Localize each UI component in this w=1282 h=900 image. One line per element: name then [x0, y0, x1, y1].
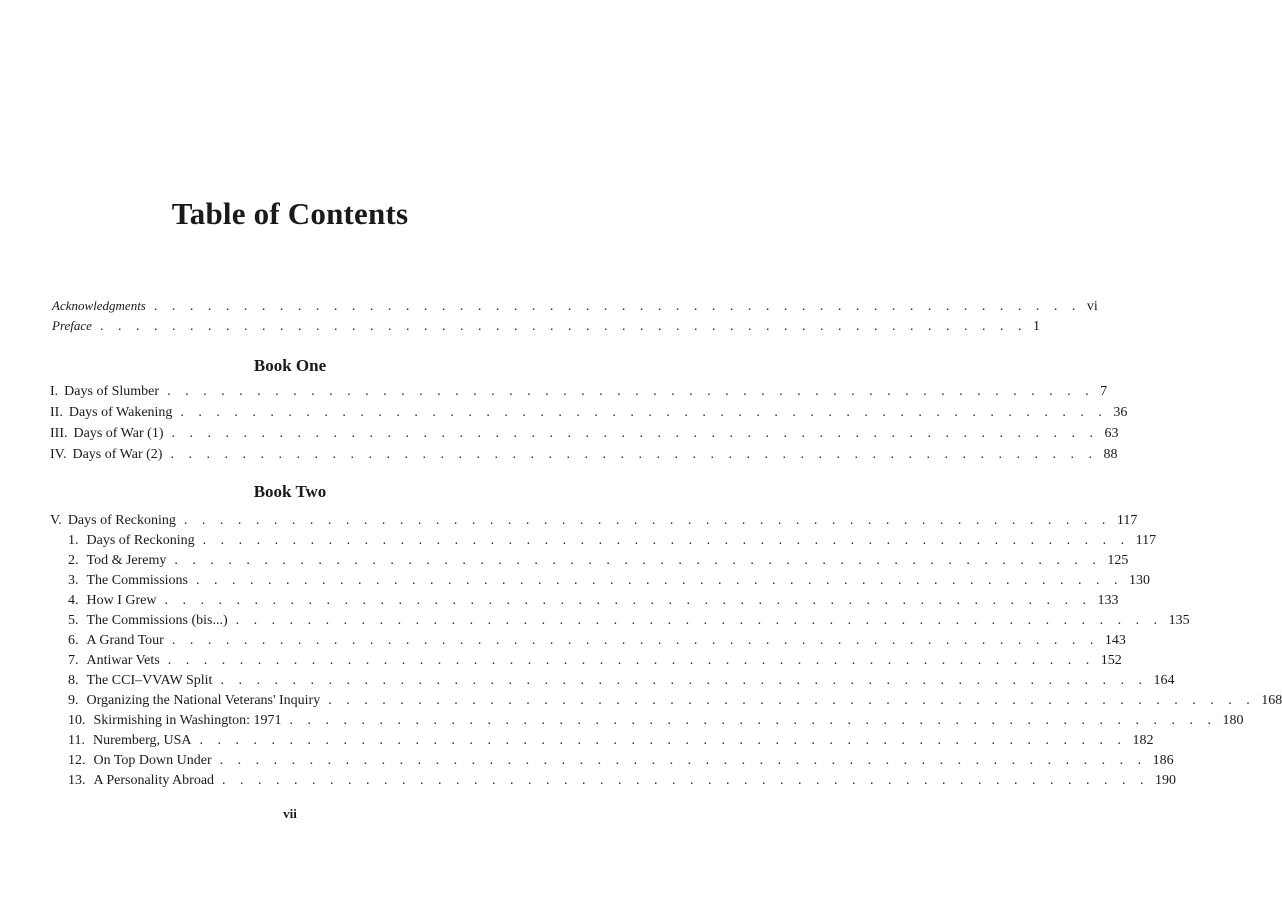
dot-leader: . . . . . . . . . . . . . . . . . . . . . . . . . . . . . . . . . . . . . . . . . . . . . . . . . . . . — [235, 613, 1163, 628]
dot-leader: . . . . . . . . . . . . . . . . . . . . . . . . . . . . . . . . . . . . . . . . . . . . . . . . . . . . — [171, 633, 1099, 648]
entry-page: 190 — [1155, 773, 1177, 788]
dot-leader: . . . . . . . . . . . . . . . . . . . . . . . . . . . . . . . . . . . . . . . . . . . . . . . . . . . . — [174, 553, 1102, 568]
dot-leader: . . . . . . . . . . . . . . . . . . . . . . . . . . . . . . . . . . . . . . . . . . . . . . . . . . . . — [219, 753, 1147, 768]
page-title: Table of Contents — [171, 196, 409, 231]
toc-entry-preface — [52, 317, 1040, 336]
entry-label: Days of Slumber — [64, 384, 160, 399]
entry-label: Skirmishing in Washington: 1971 — [93, 713, 282, 728]
entry-label: The Commissions (bis...) — [86, 613, 228, 628]
entry-page: 88 — [1103, 447, 1118, 462]
toc-section-entry — [68, 712, 1244, 730]
toc-chapter-entry — [50, 425, 1119, 443]
entry-page: 130 — [1129, 573, 1151, 588]
dot-leader: . . . . . . . . . . . . . . . . . . . . . . . . . . . . . . . . . . . . . . . . . . . . . . . . . . . . — [167, 384, 1095, 399]
entry-label: Nuremberg, USA — [92, 733, 192, 748]
entry-label: How I Grew — [86, 593, 157, 608]
entry-page: 7 — [1100, 384, 1108, 399]
entry-number: 8. — [68, 673, 79, 688]
entry-page: 135 — [1168, 613, 1190, 628]
dot-leader: . . . . . . . . . . . . . . . . . . . . . . . . . . . . . . . . . . . . . . . . . . . . . . . . . . . . — [183, 513, 1111, 528]
entry-page: 1 — [1032, 319, 1040, 334]
dot-leader: . . . . . . . . . . . . . . . . . . . . . . . . . . . . . . . . . . . . . . . . . . . . . . . . . . . . — [180, 405, 1108, 420]
toc-entry-acknowledgments — [52, 297, 1098, 316]
toc-section-entry — [68, 532, 1157, 550]
entry-number: I. — [50, 384, 59, 399]
entry-number: 10. — [68, 713, 86, 728]
entry-number: 1. — [68, 533, 79, 548]
page-number: vii — [283, 806, 297, 821]
entry-label: Days of War (1) — [73, 426, 164, 441]
entry-number: 3. — [68, 573, 79, 588]
toc-section-entry — [68, 612, 1190, 630]
entry-page: 180 — [1222, 713, 1244, 728]
book-two-heading: Book Two — [253, 482, 327, 501]
toc-chapter-entry — [50, 512, 1138, 530]
entry-label: Days of Reckoning — [86, 533, 195, 548]
entry-page: 186 — [1152, 753, 1174, 768]
entry-label: Tod & Jeremy — [86, 553, 167, 568]
entry-number: 6. — [68, 633, 79, 648]
entry-label: Acknowledgments — [52, 298, 146, 313]
toc-section-entry — [68, 652, 1122, 670]
entry-number: 11. — [68, 733, 85, 748]
entry-page: vi — [1086, 299, 1098, 314]
entry-label: The Commissions — [86, 573, 189, 588]
entry-number: V. — [50, 513, 62, 528]
entry-label: On Top Down Under — [93, 753, 212, 768]
entry-label: Organizing the National Veterans' Inquiry — [86, 693, 321, 708]
toc-section-entry — [68, 592, 1119, 610]
toc-chapter-entry — [50, 446, 1118, 464]
dot-leader: . . . . . . . . . . . . . . . . . . . . . . . . . . . . . . . . . . . . . . . . . . . . . . . . . . . . — [171, 426, 1099, 441]
dot-leader: . . . . . . . . . . . . . . . . . . . . . . . . . . . . . . . . . . . . . . . . . . . . . . . . . . . . — [196, 573, 1124, 588]
toc-section-entry — [68, 692, 1282, 710]
dot-leader: . . . . . . . . . . . . . . . . . . . . . . . . . . . . . . . . . . . . . . . . . . . . . . . . . . . . — [222, 773, 1150, 788]
entry-label: Antiwar Vets — [86, 653, 160, 668]
dot-leader: . . . . . . . . . . . . . . . . . . . . . . . . . . . . . . . . . . . . . . . . . . . . . . . . . . . . — [199, 733, 1127, 748]
entry-page: 143 — [1104, 633, 1126, 648]
toc-section-entry — [68, 672, 1175, 690]
entry-page: 117 — [1116, 513, 1138, 528]
entry-number: II. — [50, 405, 63, 420]
entry-number: 13. — [68, 773, 86, 788]
entry-page: 117 — [1135, 533, 1157, 548]
dot-leader: . . . . . . . . . . . . . . . . . . . . . . . . . . . . . . . . . . . . . . . . . . . . . . . . . . . . — [328, 693, 1256, 708]
entry-page: 182 — [1132, 733, 1154, 748]
dot-leader: . . . . . . . . . . . . . . . . . . . . . . . . . . . . . . . . . . . . . . . . . . . . . . . . . . . . — [202, 533, 1130, 548]
dot-leader: . . . . . . . . . . . . . . . . . . . . . . . . . . . . . . . . . . . . . . . . . . . . . . . . . . . . — [164, 593, 1092, 608]
entry-number: 9. — [68, 693, 79, 708]
toc-section-entry — [68, 732, 1154, 750]
toc-section-entry — [68, 552, 1129, 570]
toc-section-entry — [68, 752, 1174, 770]
dot-leader: . . . . . . . . . . . . . . . . . . . . . . . . . . . . . . . . . . . . . . . . . . . . . . . . . . . . — [289, 713, 1217, 728]
entry-label: Days of Reckoning — [67, 513, 176, 528]
entry-page: 164 — [1153, 673, 1175, 688]
dot-leader: . . . . . . . . . . . . . . . . . . . . . . . . . . . . . . . . . . . . . . . . . . . . . . . . . . . . — [220, 673, 1148, 688]
entry-page: 125 — [1107, 553, 1129, 568]
entry-page: 152 — [1100, 653, 1122, 668]
book-one-heading: Book One — [253, 356, 327, 375]
entry-page: 168 — [1261, 693, 1282, 708]
entry-page: 36 — [1113, 405, 1128, 420]
entry-page: 63 — [1104, 426, 1119, 441]
toc-section-entry — [68, 572, 1151, 590]
toc-section-entry — [68, 772, 1177, 790]
entry-number: 12. — [68, 753, 86, 768]
dot-leader: . . . . . . . . . . . . . . . . . . . . . . . . . . . . . . . . . . . . . . . . . . . . . . . . . . . . — [153, 299, 1081, 314]
toc-chapter-entry — [50, 404, 1128, 422]
entry-label: Days of War (2) — [72, 447, 163, 462]
entry-number: IV. — [50, 447, 67, 462]
entry-number: 5. — [68, 613, 79, 628]
toc-chapter-entry — [50, 383, 1108, 401]
entry-label: Days of Wakening — [68, 405, 173, 420]
entry-label: Preface — [52, 318, 92, 333]
entry-number: 2. — [68, 553, 79, 568]
toc-section-entry — [68, 632, 1126, 650]
dot-leader: . . . . . . . . . . . . . . . . . . . . . . . . . . . . . . . . . . . . . . . . . . . . . . . . . . . . — [167, 653, 1095, 668]
entry-label: A Grand Tour — [86, 633, 164, 648]
entry-label: A Personality Abroad — [93, 773, 215, 788]
entry-label: The CCI–VVAW Split — [86, 673, 213, 688]
dot-leader: . . . . . . . . . . . . . . . . . . . . . . . . . . . . . . . . . . . . . . . . . . . . . . . . . . . . — [170, 447, 1098, 462]
dot-leader: . . . . . . . . . . . . . . . . . . . . . . . . . . . . . . . . . . . . . . . . . . . . . . . . . . . . — [99, 319, 1027, 334]
entry-number: III. — [50, 426, 68, 441]
entry-number: 4. — [68, 593, 79, 608]
entry-number: 7. — [68, 653, 79, 668]
entry-page: 133 — [1097, 593, 1119, 608]
